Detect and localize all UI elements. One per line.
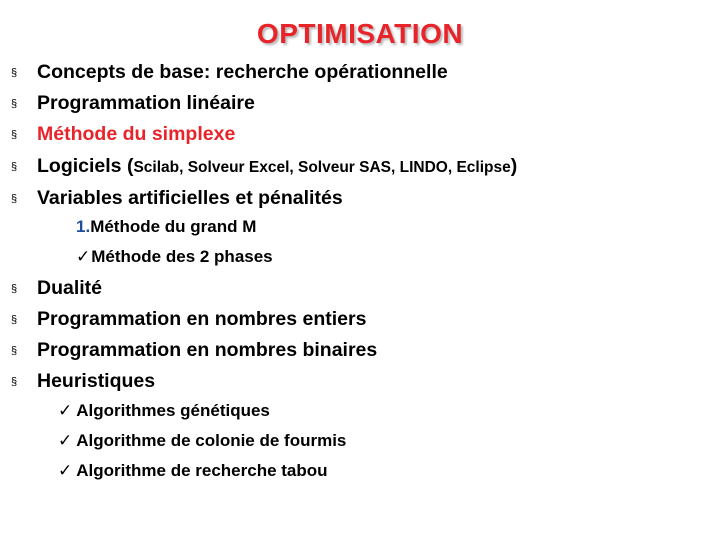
- list-item-simplexe: Méthode du simplexe: [37, 123, 236, 145]
- bullet-icon: §: [11, 376, 18, 388]
- check-icon: ✓: [58, 461, 73, 480]
- list-item-nombres-entiers: Programmation en nombres entiers: [37, 308, 367, 330]
- sub-item-deux-phases-label: Méthode des 2 phases: [91, 247, 273, 266]
- heuristic-label: Algorithmes génétiques: [76, 401, 270, 420]
- heuristic-item: [58, 460, 328, 482]
- sub-item-number: 1.: [76, 217, 91, 236]
- bullet-icon: §: [11, 98, 18, 110]
- list-item-variables: Variables artificielles et pénalités: [37, 187, 343, 209]
- list-item-heuristiques: Heuristiques: [37, 370, 156, 392]
- heuristic-item: [58, 400, 270, 422]
- list-item-nombres-binaires: Programmation en nombres binaires: [37, 339, 378, 361]
- heuristic-item: [58, 430, 346, 452]
- list-item-programmation-lineaire: Programmation linéaire: [37, 92, 255, 114]
- logiciels-prefix: Logiciels (: [37, 155, 134, 177]
- list-item-logiciels: [37, 154, 517, 180]
- check-icon: ✓: [58, 431, 73, 450]
- heuristic-label: Algorithme de recherche tabou: [76, 461, 328, 480]
- check-icon: ✓: [76, 247, 91, 266]
- sub-item-grand-m: [76, 216, 256, 238]
- bullet-icon: §: [11, 129, 18, 141]
- logiciels-detail: Scilab, Solveur Excel, Solveur SAS, LINDO, Eclipse: [133, 159, 511, 176]
- sub-item-deux-phases: [76, 246, 273, 268]
- bullet-icon: §: [11, 283, 18, 295]
- bullet-icon: §: [11, 67, 18, 79]
- bullet-icon: §: [11, 345, 18, 357]
- bullet-icon: §: [11, 161, 18, 173]
- check-icon: ✓: [58, 401, 73, 420]
- bullet-icon: §: [11, 314, 18, 326]
- heuristic-label: Algorithme de colonie de fourmis: [76, 431, 347, 450]
- bullet-icon: §: [11, 193, 18, 205]
- list-item-dualite: Dualité: [37, 277, 103, 299]
- slide-title: OPTIMISATION: [256, 18, 464, 49]
- sub-item-grand-m-label: Méthode du grand M: [90, 217, 257, 236]
- list-item-concepts: Concepts de base: recherche opérationnelle: [37, 61, 448, 83]
- logiciels-suffix: ): [510, 155, 518, 177]
